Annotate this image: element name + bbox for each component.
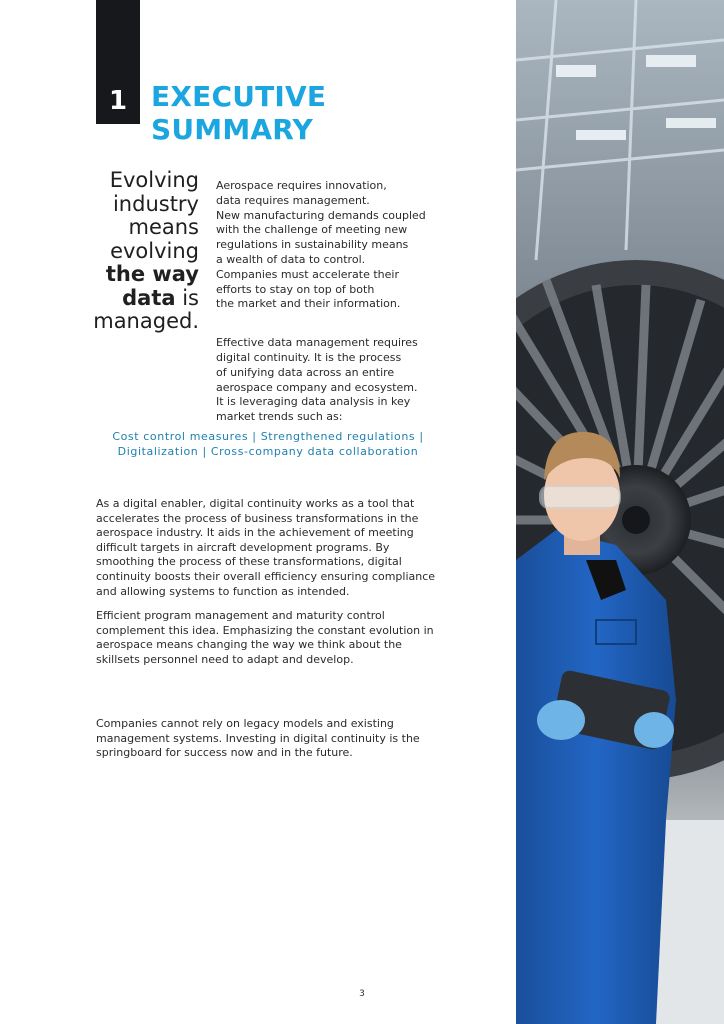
text-line: aerospace company and ecosystem.	[216, 380, 418, 394]
section-title-line: EXECUTIVE	[151, 80, 327, 113]
section-title-line: SUMMARY	[151, 113, 314, 146]
pull-quote-line: means	[128, 215, 199, 239]
pull-quote-emphasis: the way	[105, 262, 199, 286]
trends-line: Digitalization | Cross-company data collaboration	[117, 445, 419, 458]
pull-quote-line: managed.	[93, 309, 199, 333]
text-line: a wealth of data to control.	[216, 252, 366, 266]
pull-quote-line	[60, 287, 199, 311]
text-line: complement this idea. Emphasizing the constant evolution in	[96, 623, 434, 637]
section-title	[151, 80, 326, 146]
text-line: difficult targets in aircraft development programs. By	[96, 540, 390, 554]
text-line: with the challenge of meeting new	[216, 223, 408, 237]
text-line: It is leveraging data analysis in key	[216, 395, 411, 409]
text-line: springboard for success now and in the future.	[96, 746, 353, 760]
pull-quote-line: evolving	[110, 238, 199, 263]
pull-quote-emphasis: data	[122, 285, 176, 310]
pull-quote-line: industry	[112, 191, 199, 216]
trends-line: Cost control measures | Strengthened regulations |	[112, 430, 424, 443]
section-number-bar	[96, 0, 140, 124]
text-line: efforts to stay on top of both	[216, 282, 375, 296]
body-paragraph	[96, 609, 446, 667]
text-line: smoothing the process of these transformations, digital	[96, 555, 402, 569]
text-line: aerospace industry. It aids in the achievement of meeting	[96, 526, 414, 540]
text-line: Effective data management requires	[216, 336, 418, 350]
section-number: 1	[108, 86, 128, 116]
text-line: aerospace means changing the way we think about the	[96, 638, 402, 652]
text-line: data requires management.	[216, 193, 370, 207]
intro-text	[216, 171, 438, 433]
page-number: 3	[359, 989, 365, 999]
text-line: and allowing systems to function as intended.	[96, 584, 350, 598]
body-paragraph	[96, 497, 446, 599]
text-line: regulations in sustainability means	[216, 238, 409, 252]
text-line: New manufacturing demands coupled	[216, 208, 426, 222]
pull-quote	[60, 169, 199, 334]
text-line: accelerates the process of business transformations in the	[96, 511, 419, 525]
pull-quote-line	[60, 263, 199, 287]
engineer-with-tablet-by-jet-engine-photo	[516, 0, 724, 1024]
text-line: As a digital enabler, digital continuity works as a tool that	[96, 497, 415, 510]
text-line: continuity boosts their overall efficiency ensuring compliance	[96, 569, 436, 583]
text-line: skillsets personnel need to adapt and develop.	[96, 652, 354, 666]
text-line: Aerospace requires innovation,	[216, 179, 387, 192]
text-line: Companies cannot rely on legacy models and existing	[96, 717, 394, 730]
text-line: the market and their information.	[216, 297, 401, 311]
text-line: Efficient program management and maturity control	[96, 609, 385, 622]
pull-quote-line: Evolving	[109, 168, 199, 192]
pull-quote-text: is	[175, 285, 199, 310]
market-trends	[96, 429, 440, 459]
text-line: Companies must accelerate their	[216, 267, 399, 281]
text-line: market trends such as:	[216, 410, 343, 424]
text-line: of unifying data across an entire	[216, 365, 395, 379]
text-line: management systems. Investing in digital continuity is the	[96, 731, 420, 745]
body-paragraph	[96, 717, 446, 761]
text-line: digital continuity. It is the process	[216, 350, 402, 364]
